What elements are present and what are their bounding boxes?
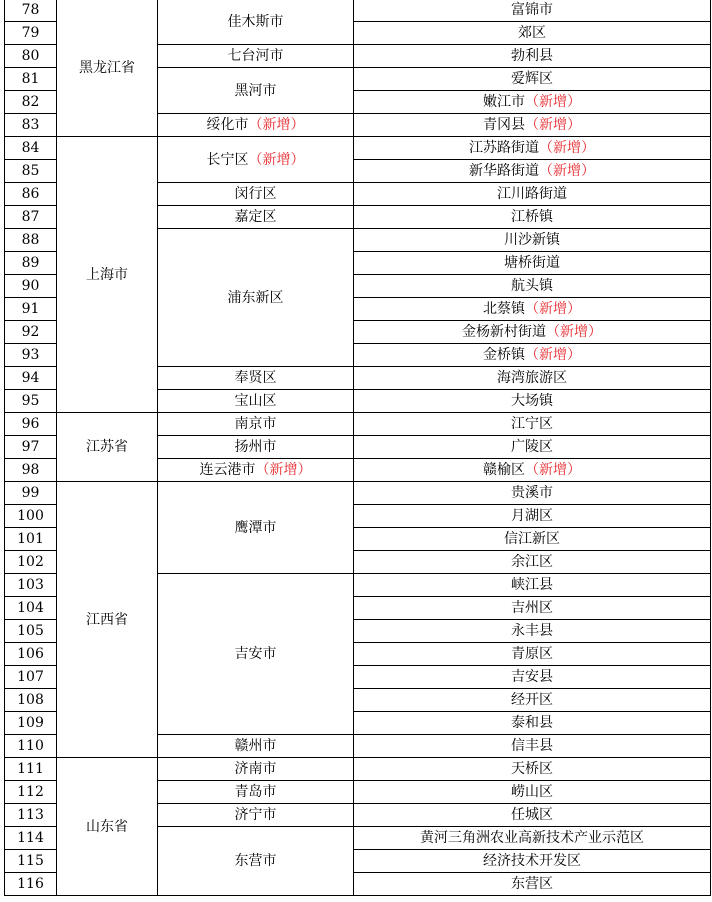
city-cell-text: 济南市: [234, 761, 277, 777]
row-number-text: 88: [21, 232, 40, 248]
city-cell-text: 长宁区: [206, 151, 249, 168]
city-cell-text: 奉贤区: [234, 370, 277, 386]
row-number-text: 78: [21, 2, 40, 18]
district-cell-text: 青原区: [511, 646, 553, 662]
city-cell-text: 鹰潭市: [234, 519, 277, 536]
city-cell: [158, 68, 354, 114]
city-cell: [158, 114, 354, 137]
district-cell-text: 黄河三角洲农业高新技术产业示范区: [420, 830, 644, 846]
row-number-text: 95: [21, 393, 40, 409]
row-number-text: 98: [21, 462, 40, 478]
district-cell-text: 金桥镇: [483, 347, 525, 363]
row-number-text: 107: [17, 669, 44, 685]
row-number-text: 92: [21, 324, 40, 340]
city-cell-text: 吉安市: [234, 646, 277, 662]
table-row: [5, 413, 711, 436]
row-number: [5, 206, 57, 229]
row-number-text: 82: [21, 94, 40, 110]
district-cell-text: 航头镇: [511, 278, 553, 294]
city-cell: [158, 229, 354, 367]
row-number-text: 85: [21, 163, 40, 179]
new-tag: （新增）: [525, 462, 581, 478]
row-number-text: 89: [21, 255, 40, 271]
row-number: [5, 275, 57, 298]
row-number: [5, 666, 57, 689]
district-cell: [354, 367, 711, 390]
table-row: [5, 758, 711, 781]
district-cell: [354, 22, 711, 45]
row-number: [5, 689, 57, 712]
new-tag: （新增）: [248, 117, 305, 133]
city-cell-text: 青岛市: [234, 784, 277, 800]
new-tag: （新增）: [525, 301, 581, 317]
row-number-text: 83: [21, 117, 40, 133]
row-number-text: 116: [17, 876, 44, 892]
district-cell: [354, 298, 711, 321]
district-cell: [354, 0, 711, 22]
city-cell: [158, 367, 354, 390]
city-cell-text: 嘉定区: [234, 209, 277, 225]
district-cell-text: 郊区: [518, 25, 546, 41]
district-cell-text: 爱辉区: [511, 71, 553, 87]
city-cell-text: 济宁市: [234, 807, 277, 823]
table-row: [5, 482, 711, 505]
row-number: [5, 137, 57, 160]
district-cell: [354, 781, 711, 804]
district-cell-text: 北蔡镇: [483, 301, 525, 317]
district-cell: [354, 68, 711, 91]
row-number: [5, 91, 57, 114]
district-cell-text: 经开区: [511, 692, 553, 708]
row-number-text: 94: [21, 370, 40, 386]
district-cell-text: 经济技术开发区: [483, 853, 581, 869]
district-cell: [354, 850, 711, 873]
row-number: [5, 229, 57, 252]
row-number-text: 84: [21, 140, 40, 156]
district-cell-text: 信丰县: [511, 738, 553, 754]
row-number: [5, 804, 57, 827]
row-number: [5, 574, 57, 597]
district-cell: [354, 827, 711, 850]
row-number: [5, 781, 57, 804]
new-tag: （新增）: [248, 151, 305, 168]
row-number: [5, 643, 57, 666]
province-cell: [57, 413, 158, 482]
district-cell-text: 东营区: [511, 876, 553, 892]
city-cell: [158, 758, 354, 781]
table-body: [5, 0, 711, 896]
district-cell: [354, 436, 711, 459]
district-cell: [354, 459, 711, 482]
row-number: [5, 827, 57, 850]
district-cell: [354, 712, 711, 735]
city-cell-text: 黑河市: [234, 82, 277, 99]
new-tag: （新增）: [546, 324, 602, 340]
row-number: [5, 183, 57, 206]
row-number-text: 106: [17, 646, 44, 662]
district-cell-text: 贵溪市: [511, 485, 553, 501]
row-number-text: 91: [21, 301, 40, 317]
province-cell-text: 江苏省: [86, 439, 128, 455]
district-cell-text: 勃利县: [511, 48, 553, 64]
district-cell-text: 广陵区: [511, 439, 553, 455]
row-number-text: 97: [21, 439, 40, 455]
district-cell-text: 信江新区: [504, 531, 560, 547]
new-tag: （新增）: [525, 347, 581, 363]
city-cell-text: 赣州市: [234, 738, 277, 754]
district-cell: [354, 735, 711, 758]
district-cell: [354, 620, 711, 643]
city-cell: [158, 574, 354, 735]
city-cell-text: 宝山区: [234, 393, 277, 409]
city-cell: [158, 413, 354, 436]
province-cell: [57, 482, 158, 758]
row-number: [5, 505, 57, 528]
row-number: [5, 298, 57, 321]
district-cell: [354, 413, 711, 436]
city-cell-text: 连云港市: [199, 462, 256, 478]
district-cell: [354, 574, 711, 597]
district-cell: [354, 482, 711, 505]
district-cell: [354, 183, 711, 206]
district-cell-text: 江桥镇: [511, 209, 553, 225]
district-cell: [354, 804, 711, 827]
row-number: [5, 0, 57, 22]
province-cell: [57, 758, 158, 896]
city-cell-text: 浦东新区: [227, 289, 284, 306]
row-number: [5, 436, 57, 459]
district-cell-text: 任城区: [511, 807, 553, 823]
new-tag: （新增）: [525, 117, 581, 133]
province-cell-text: 江西省: [86, 611, 128, 628]
row-number-text: 105: [17, 623, 44, 639]
row-number-text: 104: [17, 600, 44, 616]
district-cell: [354, 689, 711, 712]
district-cell: [354, 275, 711, 298]
city-cell-text: 绥化市: [206, 117, 249, 133]
district-cell: [354, 505, 711, 528]
city-cell-text: 南京市: [234, 416, 277, 432]
row-number: [5, 850, 57, 873]
district-cell-text: 江川路街道: [497, 186, 567, 202]
row-number-text: 113: [17, 807, 44, 823]
district-cell: [354, 390, 711, 413]
row-number-text: 93: [21, 347, 40, 363]
district-cell-text: 青冈县: [483, 117, 525, 133]
district-cell-text: 江宁区: [511, 416, 553, 432]
district-cell: [354, 229, 711, 252]
row-number: [5, 528, 57, 551]
row-number-text: 108: [17, 692, 44, 708]
province-cell-text: 黑龙江省: [79, 59, 135, 76]
city-cell: [158, 0, 354, 45]
district-cell-text: 赣榆区: [483, 462, 525, 478]
row-number: [5, 45, 57, 68]
table-row: [5, 137, 711, 160]
district-cell-text: 新华路街道: [469, 163, 539, 179]
district-cell-text: 泰和县: [511, 715, 553, 731]
city-cell: [158, 436, 354, 459]
district-cell: [354, 252, 711, 275]
city-cell: [158, 390, 354, 413]
row-number: [5, 758, 57, 781]
row-number-text: 112: [17, 784, 44, 800]
city-cell: [158, 459, 354, 482]
district-cell-text: 富锦市: [511, 2, 553, 18]
new-tag: （新增）: [539, 163, 595, 179]
row-number-text: 79: [21, 25, 40, 41]
city-cell: [158, 735, 354, 758]
district-cell-text: 崂山区: [511, 784, 553, 800]
district-cell: [354, 137, 711, 160]
row-number-text: 102: [17, 554, 44, 570]
city-cell: [158, 781, 354, 804]
city-cell: [158, 827, 354, 896]
row-number: [5, 620, 57, 643]
province-cell: [57, 137, 158, 413]
row-number: [5, 712, 57, 735]
district-cell-text: 海湾旅游区: [497, 370, 567, 386]
district-cell: [354, 344, 711, 367]
row-number: [5, 413, 57, 436]
row-number: [5, 160, 57, 183]
row-number: [5, 321, 57, 344]
row-number: [5, 114, 57, 137]
row-number: [5, 68, 57, 91]
district-cell: [354, 666, 711, 689]
row-number-text: 99: [21, 485, 40, 501]
district-cell-text: 川沙新镇: [504, 232, 560, 248]
district-cell-text: 吉州区: [511, 600, 553, 616]
district-cell: [354, 45, 711, 68]
new-tag: （新增）: [525, 94, 581, 110]
city-cell: [158, 482, 354, 574]
row-number-text: 110: [17, 738, 44, 754]
row-number: [5, 482, 57, 505]
district-cell-text: 天桥区: [511, 761, 553, 777]
row-number: [5, 252, 57, 275]
district-cell-text: 吉安县: [511, 669, 553, 685]
new-tag: （新增）: [539, 140, 595, 156]
row-number-text: 101: [17, 531, 44, 547]
district-cell-text: 峡江县: [511, 577, 553, 593]
row-number-text: 86: [21, 186, 40, 202]
city-cell-text: 东营市: [234, 853, 277, 869]
district-cell-text: 江苏路街道: [469, 140, 539, 156]
district-cell: [354, 91, 711, 114]
district-cell: [354, 597, 711, 620]
province-cell-text: 山东省: [86, 818, 128, 835]
row-number: [5, 551, 57, 574]
city-cell: [158, 45, 354, 68]
row-number-text: 81: [21, 71, 40, 87]
district-cell-text: 金杨新村街道: [462, 324, 546, 340]
district-cell-text: 余江区: [511, 554, 553, 570]
row-number-text: 111: [17, 761, 44, 777]
row-number-text: 96: [21, 416, 40, 432]
district-cell-text: 月湖区: [511, 508, 553, 524]
district-cell: [354, 873, 711, 896]
row-number-text: 87: [21, 209, 40, 225]
row-number-text: 109: [17, 715, 44, 731]
row-number: [5, 344, 57, 367]
row-number-text: 100: [17, 508, 44, 524]
district-cell: [354, 643, 711, 666]
row-number-text: 80: [21, 48, 40, 64]
table-row: [5, 0, 711, 22]
district-cell-text: 嫩江市: [483, 94, 525, 110]
district-cell-text: 塘桥街道: [504, 255, 560, 271]
district-cell: [354, 206, 711, 229]
row-number: [5, 22, 57, 45]
city-cell-text: 七台河市: [227, 48, 284, 64]
row-number-text: 90: [21, 278, 40, 294]
province-cell-text: 上海市: [86, 266, 128, 283]
district-cell: [354, 551, 711, 574]
district-cell: [354, 160, 711, 183]
province-cell: [57, 0, 158, 137]
city-cell: [158, 206, 354, 229]
city-cell: [158, 183, 354, 206]
district-cell: [354, 321, 711, 344]
district-cell-text: 永丰县: [511, 623, 553, 639]
row-number-text: 115: [17, 853, 44, 869]
row-number-text: 114: [17, 830, 44, 846]
district-cell: [354, 758, 711, 781]
new-tag: （新增）: [255, 462, 312, 478]
row-number: [5, 597, 57, 620]
row-number: [5, 873, 57, 896]
city-cell: [158, 804, 354, 827]
city-cell-text: 扬州市: [234, 439, 277, 455]
row-number: [5, 459, 57, 482]
row-number: [5, 735, 57, 758]
district-cell-text: 大场镇: [511, 393, 553, 409]
row-number: [5, 367, 57, 390]
row-number-text: 103: [17, 577, 44, 593]
city-cell: [158, 137, 354, 183]
row-number: [5, 390, 57, 413]
city-cell-text: 闵行区: [234, 186, 277, 202]
city-cell-text: 佳木斯市: [227, 13, 284, 30]
pilot-areas-table: [4, 0, 711, 896]
district-cell: [354, 528, 711, 551]
district-cell: [354, 114, 711, 137]
